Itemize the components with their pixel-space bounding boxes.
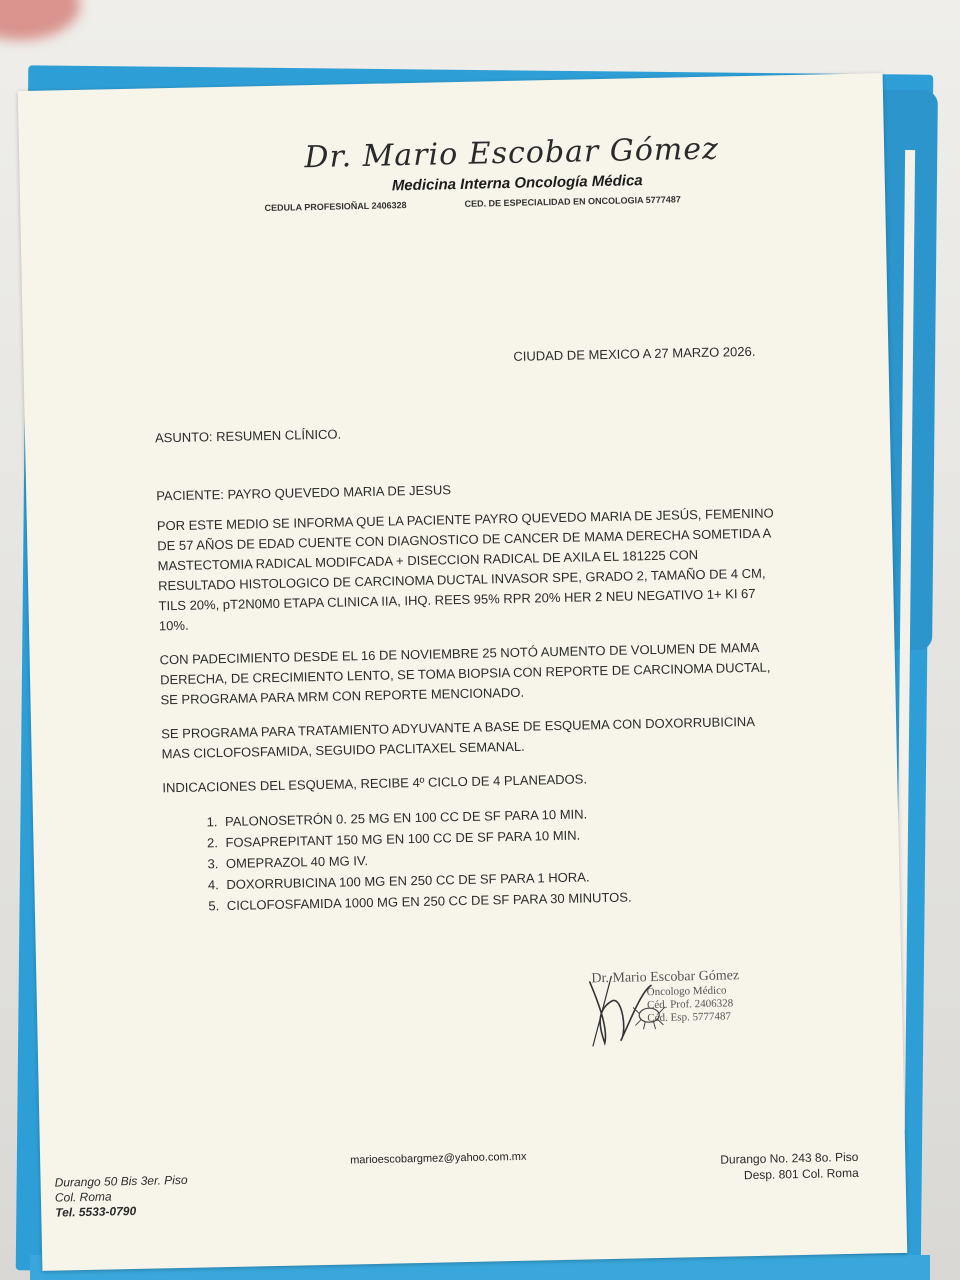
list-item: 5. CICLOFOSFAMIDA 1000 MG EN 250 CC DE SF PARA 30 MINUTOS. bbox=[223, 883, 785, 916]
date-line: CIUDAD DE MEXICO A 27 MARZO 2026. bbox=[513, 343, 756, 364]
paciente: PACIENTE: PAYRO QUEVEDO MARIA DE JESUS bbox=[156, 482, 452, 504]
letterhead bbox=[19, 128, 885, 218]
list-item: 4. DOXORRUBICINA 100 MG EN 250 CC DE SF PARA 1 HORA. bbox=[222, 862, 784, 895]
stamp-name: Dr. Mario Escobar Gómez bbox=[591, 968, 740, 987]
cedula-especialidad: CED. DE ESPECIALIDAD EN ONCOLOGIA 5777487 bbox=[464, 194, 681, 209]
stamp-title: Oncologo Médico bbox=[646, 984, 727, 999]
doctor-stamp bbox=[591, 968, 740, 1026]
phone: Tel. 5533-0790 bbox=[55, 1203, 137, 1220]
address-left-line-2: Col. Roma bbox=[54, 1189, 112, 1205]
list-item: 1. PALONOSETRÓN 0. 25 MG EN 100 CC DE SF PARA 10 MIN. bbox=[221, 799, 783, 832]
address-left-line-1: Durango 50 Bis 3er. Piso bbox=[54, 1172, 188, 1190]
doctor-name: Dr. Mario Escobar Gómez bbox=[304, 131, 720, 176]
letter-page bbox=[18, 73, 908, 1271]
email: marioescobargmez@yahoo.com.mx bbox=[350, 1150, 527, 1167]
letter-body bbox=[155, 415, 785, 917]
paragraph-diagnosis: POR ESTE MEDIO SE INFORMA QUE LA PACIENTE PAYRO QUEVEDO MARIA DE JESÚS, FEMENINO DE 57 AÑOS DE EDAD CUENTE CON DIAGNOSTICO DE CANCER DE MAMA DERECHA SOMETIDA A MASTECTOMIA RADICAL MODIFCADA + DISECCION RADICAL DE AXILA EL 181225 CON RESULTADO HISTOLOGICO DE CARCINOMA DUCTAL INVASOR SPE, GRADO 2, TAMAÑO DE 4 CM, TILS 20%, pT2N0M0 ETAPA CLINICA IIA, IHQ. REES 95% RPR 20% HER 2 NEU NEGATIVO 1+ KI 67 10%. bbox=[156, 505, 774, 634]
specialty: Medicina Interna Oncología Médica bbox=[391, 172, 643, 195]
stamp-ced-esp: Céd. Esp. 5777487 bbox=[647, 1010, 732, 1025]
address-right-line-1: Durango No. 243 8o. Piso bbox=[720, 1149, 859, 1167]
asunto: ASUNTO: RESUMEN CLÍNICO. bbox=[154, 426, 342, 446]
medication-list bbox=[163, 799, 785, 917]
paragraph-treatment: SE PROGRAMA PARA TRATAMIENTO ADYUVANTE A BASE DE ESQUEMA CON DOXORRUBICINA MAS CICLOFOSFAMIDA, SEGUIDO PACLITAXEL SEMANAL. bbox=[161, 713, 755, 762]
address-left bbox=[54, 1173, 188, 1221]
address-right bbox=[720, 1149, 859, 1184]
cedula-profesional: CEDULA PROFESIOÑAL 2406328 bbox=[264, 200, 407, 214]
address-right-line-2: Desp. 801 Col. Roma bbox=[743, 1165, 859, 1183]
stamp-ced-prof: Céd. Prof. 2406328 bbox=[646, 997, 734, 1012]
paragraph-history: CON PADECIMIENTO DESDE EL 16 DE NOVIEMBRE 25 NOTÓ AUMENTO DE VOLUMEN DE MAMA DERECHA, DE CRECIMIENTO LENTO, SE TOMA BIOPSIA CON REPORTE DE CARCINOMA DUCTAL, SE PROGRAMA PARA MRM CON REPORTE MENCIONADO. bbox=[159, 639, 771, 708]
paragraph-indications: INDICACIONES DEL ESQUEMA, RECIBE 4º CICLO DE 4 PLANEADOS. bbox=[162, 771, 588, 796]
list-item: 3. OMEPRAZOL 40 MG IV. bbox=[222, 841, 784, 874]
list-item: 2. FOSAPREPITANT 150 MG EN 100 CC DE SF PARA 10 MIN. bbox=[221, 820, 783, 853]
